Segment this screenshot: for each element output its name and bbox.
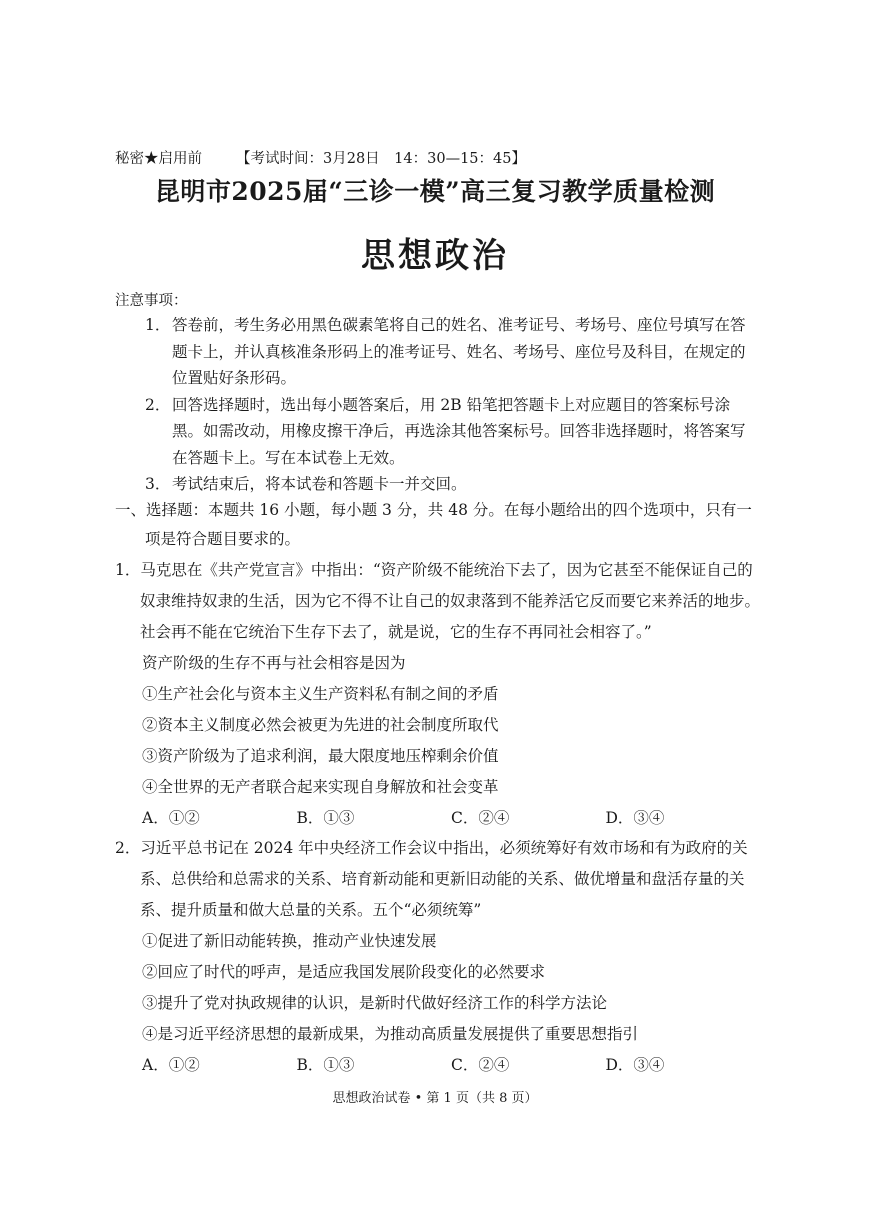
page-footer: 思想政治试卷 • 第 1 页（共 8 页） bbox=[332, 1091, 538, 1106]
answer-choices bbox=[115, 803, 760, 834]
question-prompt: 资产阶级的生存不再与社会相容是因为 bbox=[142, 654, 406, 672]
exam-time: 【考试时间：3月28日 14：30—15：45】 bbox=[236, 151, 526, 167]
notice-number: 1． bbox=[145, 316, 171, 334]
notice-item bbox=[145, 392, 760, 472]
exam-title: 昆明市2025届“三诊一模”高三复习教学质量检测 bbox=[154, 177, 716, 206]
choice-d: D．③④ bbox=[605, 1056, 665, 1074]
choice-c: C．②④ bbox=[451, 809, 510, 827]
notice-number: 3． bbox=[145, 475, 171, 493]
notice-item bbox=[145, 471, 760, 498]
statement-option: ②回应了时代的呼声，是适应我国发展阶段变化的必然要求 bbox=[142, 963, 546, 981]
statement-option: ③提升了党对执政规律的认识，是新时代做好经济工作的科学方法论 bbox=[142, 994, 608, 1012]
choice-a: A．①② bbox=[142, 1056, 200, 1074]
statement-option: ②资本主义制度必然会被更为先进的社会制度所取代 bbox=[142, 716, 499, 734]
section-heading bbox=[115, 496, 760, 554]
section-text: 一、选择题：本题共 16 小题，每小题 3 分，共 48 分。在每小题给出的四个选项中，只有一项是符合题目要求的。 bbox=[115, 501, 752, 548]
notice-number: 2． bbox=[145, 395, 171, 414]
notice-item bbox=[145, 312, 760, 392]
statement-option: ①促进了新旧动能转换，推动产业快速发展 bbox=[142, 932, 437, 950]
notice-list bbox=[145, 312, 760, 498]
notice-text: 考试结束后，将本试卷和答题卡一并交回。 bbox=[172, 475, 467, 493]
statement-option: ④是习近平经济思想的最新成果，为推动高质量发展提供了重要思想指引 bbox=[142, 1025, 639, 1043]
header-line bbox=[115, 147, 526, 168]
question-stem: 1．马克思在《共产党宣言》中指出：“资产阶级不能统治下去了，因为它甚至不能保证自己的奴隶维持奴隶的生活，因为它不得不让自己的奴隶落到不能养活它反而要它来养活的地步。社会再不能在它统治下生存下去了，就是说，它的生存不再同社会相容了。” bbox=[115, 561, 761, 641]
secret-label: 秘密★启用前 bbox=[115, 151, 202, 167]
choice-a: A．①② bbox=[142, 809, 200, 827]
subject-title: 思想政治 bbox=[361, 236, 509, 276]
notice-text: 回答选择题时，选出每小题答案后，用 2B 铅笔把答题卡上对应题目的答案标号涂黑。如需改动，用橡皮擦干净后，再选涂其他答案标号。回答非选择题时，将答案写在答题卡上。写在本试卷上无效。 bbox=[172, 395, 746, 467]
notice-heading: 注意事项： bbox=[115, 293, 188, 309]
choice-d: D．③④ bbox=[605, 809, 665, 827]
choice-b: B．①③ bbox=[296, 809, 355, 827]
statement-option: ①生产社会化与资本主义生产资料私有制之间的矛盾 bbox=[142, 685, 499, 703]
question-2 bbox=[115, 833, 760, 1081]
choice-c: C．②④ bbox=[451, 1056, 510, 1074]
question-stem: 2．习近平总书记在 2024 年中央经济工作会议中指出，必须统筹好有效市场和有为政府的关系、总供给和总需求的关系、培育新动能和更新旧动能的关系、做优增量和盘活存量的关系、提升质量和做大总量的关系。五个“必须统筹” bbox=[115, 839, 748, 919]
notice-text: 答卷前，考生务必用黑色碳素笔将自己的姓名、准考证号、考场号、座位号填写在答题卡上，并认真核准条形码上的准考证号、姓名、考场号、座位号及科目，在规定的位置贴好条形码。 bbox=[172, 316, 746, 387]
question-1 bbox=[115, 555, 760, 834]
statement-option: ③资产阶级为了追求利润，最大限度地压榨剩余价值 bbox=[142, 747, 499, 765]
statement-option: ④全世界的无产者联合起来实现自身解放和社会变革 bbox=[142, 778, 499, 796]
answer-choices bbox=[115, 1050, 760, 1081]
choice-b: B．①③ bbox=[296, 1056, 355, 1074]
